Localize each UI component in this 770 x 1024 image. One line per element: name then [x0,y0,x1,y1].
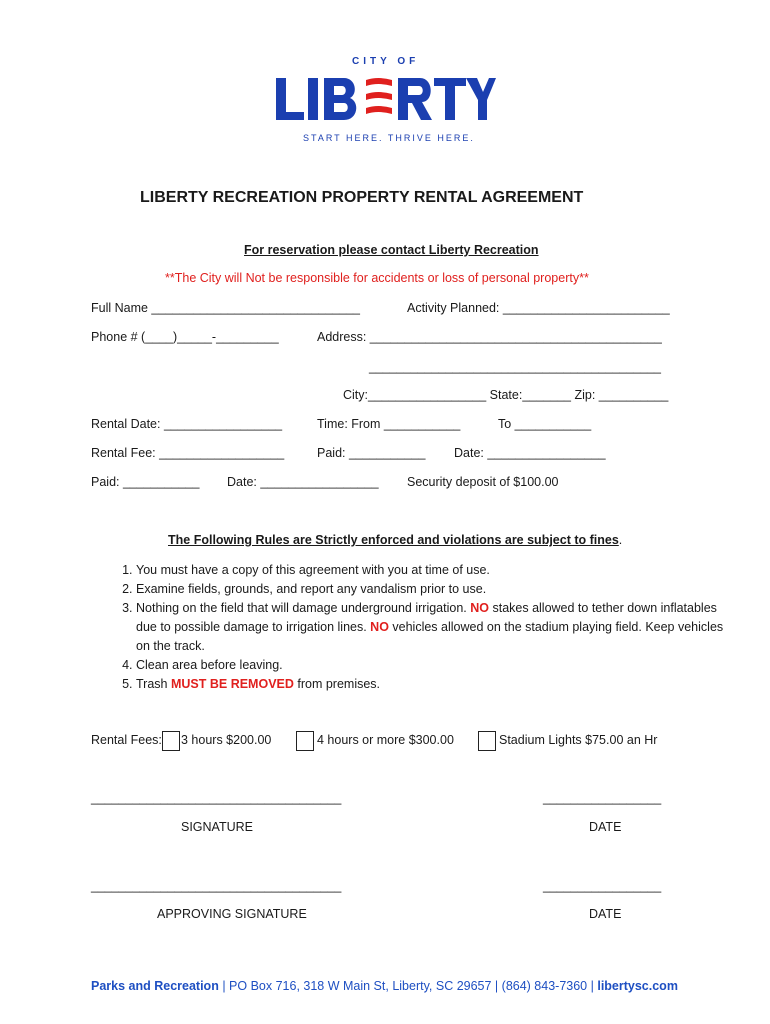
fee-4-hours-label: 4 hours or more $300.00 [317,733,454,747]
footer-website-link[interactable]: libertysc.com [597,979,678,993]
address-line-2-field[interactable]: __________________________________________ [369,360,661,374]
security-deposit: Security deposit of $100.00 [407,475,559,489]
date-line[interactable]: _________________ [543,791,662,805]
signature-label: SIGNATURE [181,820,253,834]
footer: Parks and Recreation | PO Box 716, 318 W Main St, Liberty, SC 29657 | (864) 843-7360 | libertysc.com [91,979,678,993]
full-name-field[interactable]: Full Name ______________________________ [91,301,360,315]
footer-dept: Parks and Recreation [91,979,219,993]
activity-planned-field[interactable]: Activity Planned: ________________________ [407,301,670,315]
city-state-zip-field[interactable]: City:_________________ State:_______ Zip: __________ [343,388,669,402]
rule-item: 4. Clean area before leaving. [136,656,736,675]
contact-note: For reservation please contact Liberty Recreation [244,243,539,257]
rental-fee-field[interactable]: Rental Fee: __________________ [91,446,285,460]
approving-date-line[interactable]: _________________ [543,879,662,893]
rule-item: 5. Trash MUST BE REMOVED from premises. [136,675,736,694]
rule-item: 2. Examine fields, grounds, and report any vandalism prior to use. [136,580,736,599]
logo-tagline: START HERE. THRIVE HERE. [303,133,475,143]
rules-heading: The Following Rules are Strictly enforced and violations are subject to fines [168,533,619,547]
approving-signature-label: APPROVING SIGNATURE [157,907,307,921]
rule-item: 3. Nothing on the field that will damage underground irrigation. NO stakes allowed to tether down inflatables due to possible damage to irrigation lines. NO vehicles allowed on the stadium playing field. Keep vehicles on the track. [136,599,736,656]
fee-3-hours-checkbox[interactable] [162,731,180,751]
signature-line[interactable]: ____________________________________ [91,791,342,805]
rules-heading-wrap [168,533,622,547]
rental-date-field[interactable]: Rental Date: _________________ [91,417,283,431]
rental-fees-label: Rental Fees: [91,733,162,747]
rules-list [91,561,736,694]
stadium-lights-label: Stadium Lights $75.00 an Hr [499,733,658,747]
disclaimer: **The City will Not be responsible for accidents or loss of personal property** [165,271,589,285]
approving-signature-line[interactable]: ____________________________________ [91,879,342,893]
footer-phone: (864) 843-7360 [501,979,588,993]
address-field[interactable]: Address: __________________________________________ [317,330,662,344]
approving-date-label: DATE [589,907,622,921]
date-field-1[interactable]: Date: _________________ [454,446,606,460]
logo-city-of: CITY OF [352,56,420,67]
document-title: LIBERTY RECREATION PROPERTY RENTAL AGREEMENT [140,189,584,206]
time-to-field[interactable]: To ___________ [498,417,592,431]
stadium-lights-checkbox[interactable] [478,731,496,751]
phone-field[interactable]: Phone # (____)_____-_________ [91,330,279,344]
rule-item: 1. You must have a copy of this agreement with you at time of use. [136,561,736,580]
rules-heading-period: . [618,533,623,547]
liberty-logo-wordmark [274,74,496,124]
paid-field-1[interactable]: Paid: ___________ [317,446,426,460]
date-field-2[interactable]: Date: _________________ [227,475,379,489]
footer-address: PO Box 716, 318 W Main St, Liberty, SC 29657 [229,979,492,993]
date-label: DATE [589,820,622,834]
paid-field-2[interactable]: Paid: ___________ [91,475,200,489]
fee-3-hours-label: 3 hours $200.00 [181,733,272,747]
time-from-field[interactable]: Time: From ___________ [317,417,461,431]
fee-4-hours-checkbox[interactable] [296,731,314,751]
